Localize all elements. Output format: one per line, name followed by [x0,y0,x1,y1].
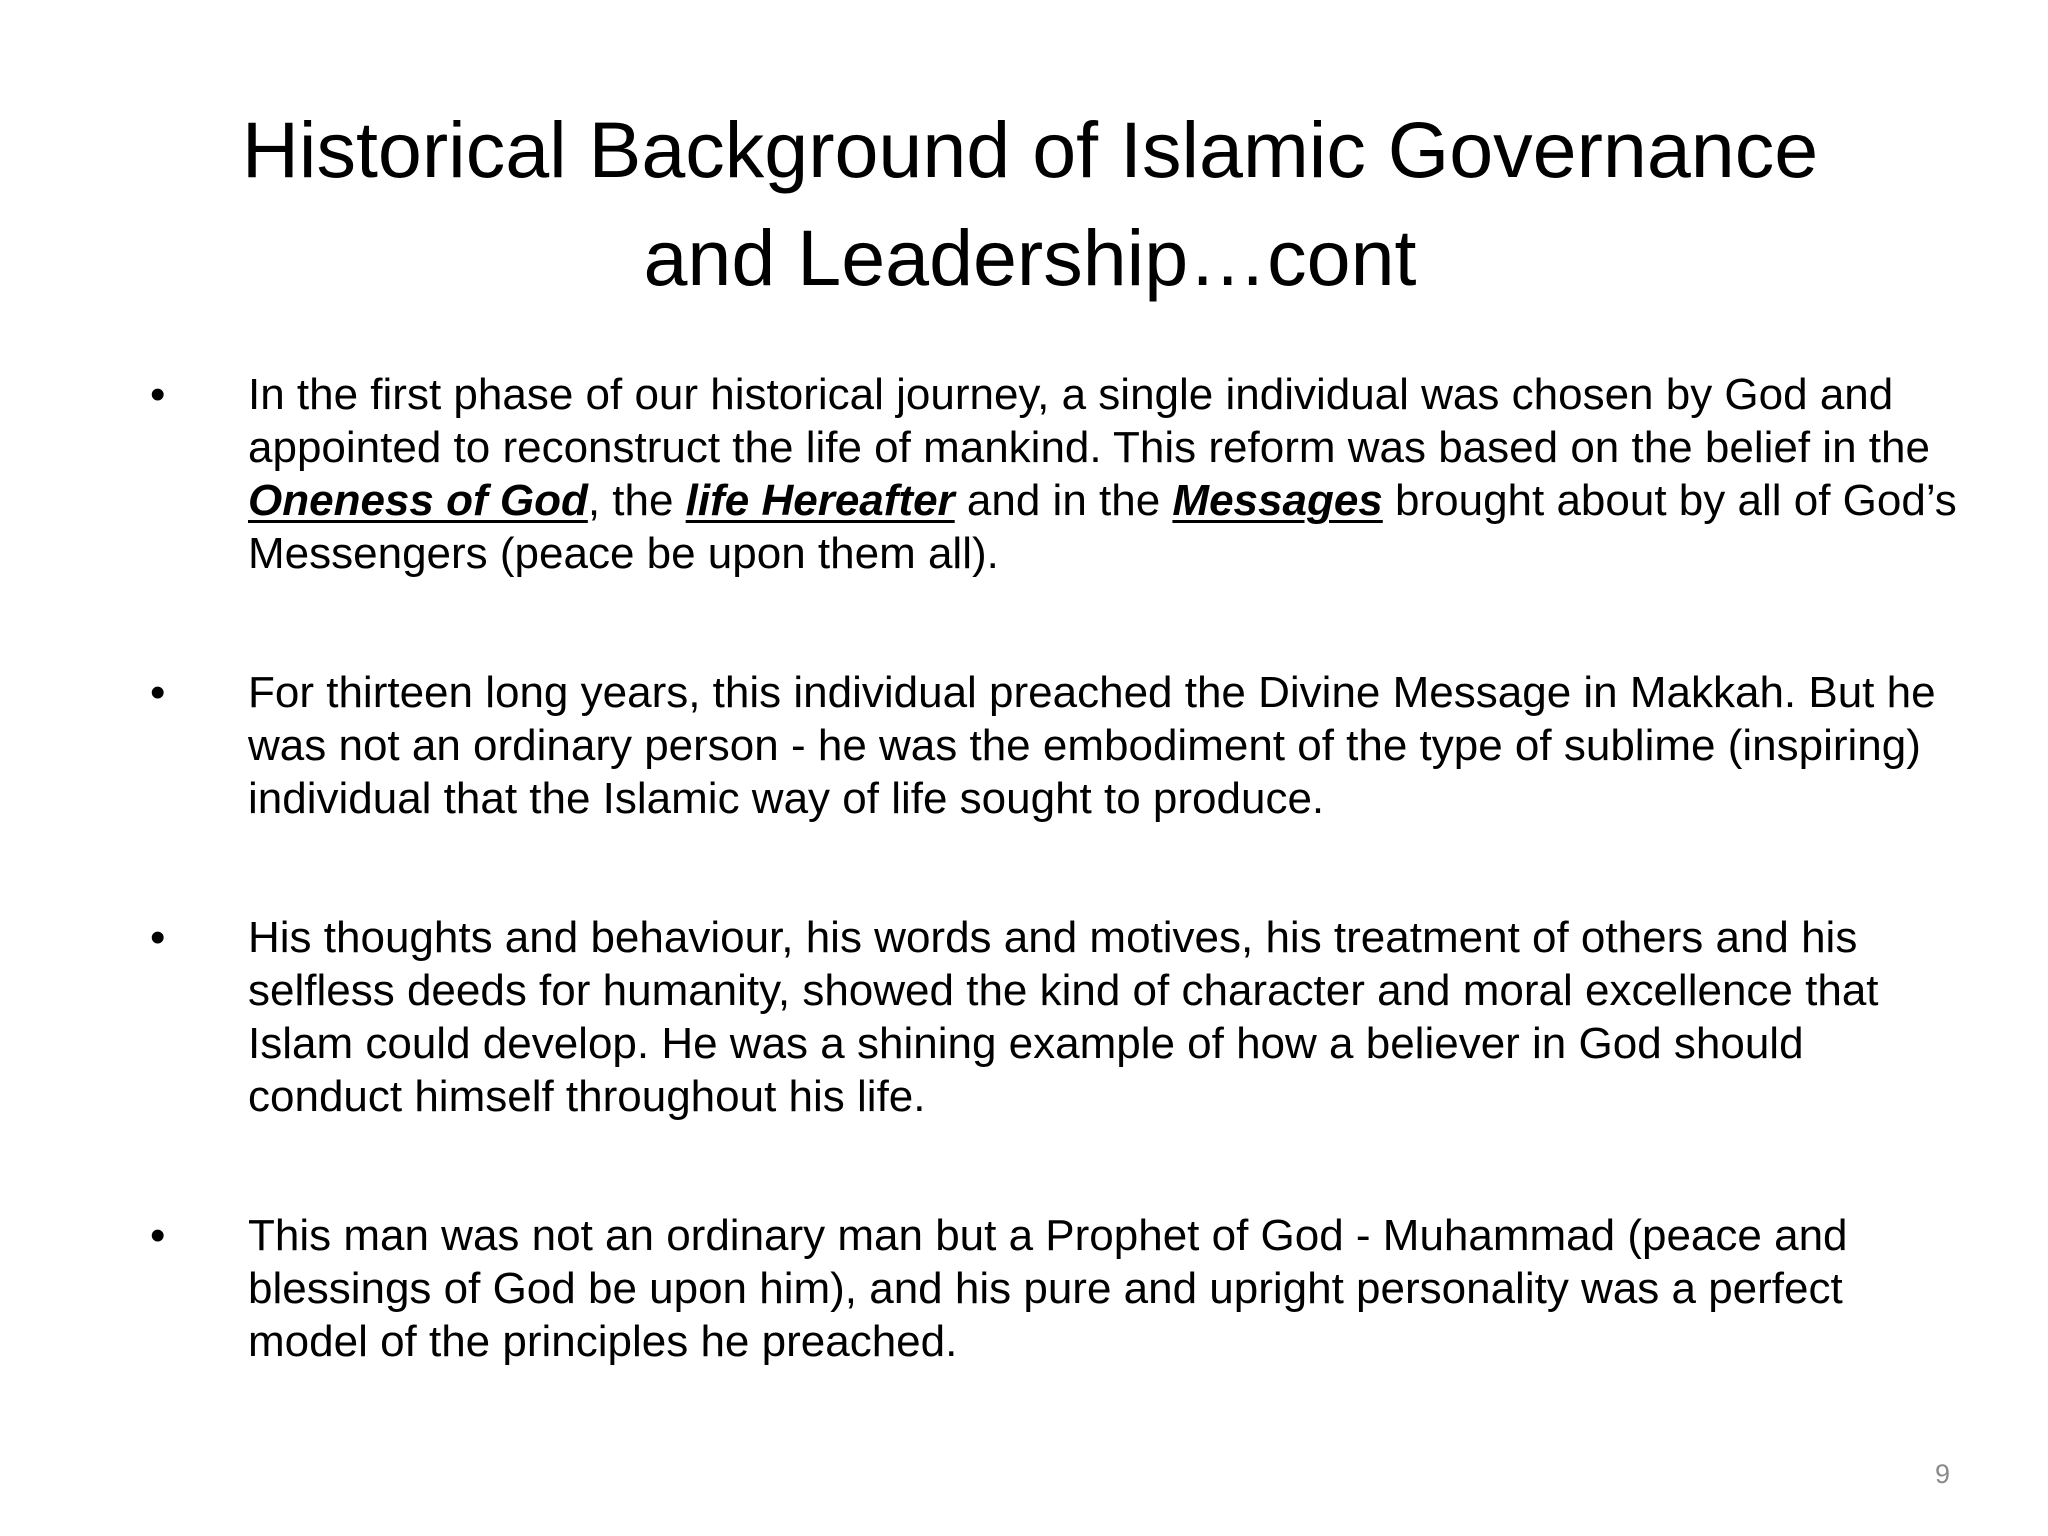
bullet-icon: • [150,370,166,419]
bullet-text: For thirteen long years, this individual preached the Divine Message in Makkah. But he was not an ordinary person - he was the embodiment of the type of sublime (inspiring) individual that the Islamic way of life sought to produce. [248,668,1936,823]
slide-title [150,96,1910,312]
bullet-item-3 [150,911,1960,1123]
bullet-item-4 [150,1209,1960,1368]
bullet-text-segment: , the [587,476,686,525]
bullet-item-1 [150,368,1960,580]
bullet-text-segment: and in the [954,476,1173,525]
emphasis-life-hereafter: life Hereafter [685,476,955,525]
bullet-text-segment: brought about by all of God’s Messengers (peace be upon them all). [248,476,1957,578]
bullet-text: This man was not an ordinary man but a Prophet of God - Muhammad (peace and blessings of God be upon him), and his pure and upright personality was a perfect model of the principles he preached. [248,1211,1848,1366]
emphasis-oneness-of-god: Oneness of God [248,476,588,525]
bullet-icon: • [150,913,166,962]
bullet-text: His thoughts and behaviour, his words and motives, his treatment of others and his selfless deeds for humanity, showed the kind of character and moral excellence that Islam could develop. He was a shining example of how a believer in God should conduct himself throughout his life. [248,913,1879,1121]
bullet-item-2 [150,666,1960,825]
bullet-icon: • [150,668,166,717]
bullet-text-segment: In the first phase of our historical journey, a single individual was chosen by God and appointed to reconstruct the life of mankind. This reform was based on the belief in the [248,370,1930,472]
page-number: 9 [1934,1459,1950,1489]
bullet-icon: • [150,1211,166,1260]
slide-title-line-2: and Leadership…cont [643,213,1417,302]
emphasis-messages: Messages [1172,476,1383,525]
bullet-list [150,368,1960,1368]
slide-title-line-1: Historical Background of Islamic Governance [241,105,1819,194]
